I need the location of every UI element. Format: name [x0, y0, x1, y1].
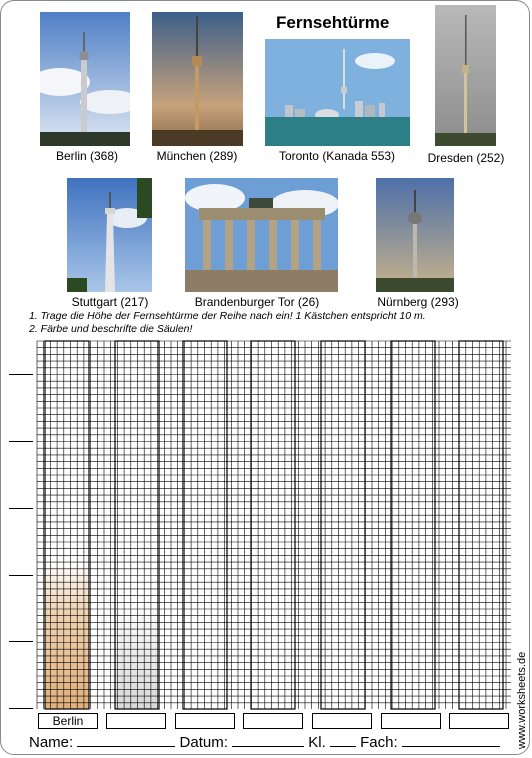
name-label: Name: [29, 734, 74, 751]
column-label-4[interactable] [243, 713, 303, 729]
caption-berlin: Berlin (368) [55, 149, 119, 163]
subject-field[interactable] [402, 734, 500, 747]
caption-dresden: Dresden (252) [427, 151, 505, 165]
date-label: Datum: [179, 734, 228, 751]
column-label-2[interactable] [106, 713, 166, 729]
instruction-2: 2. Färbe und beschrifte die Säulen! [29, 323, 193, 335]
column-label-3[interactable] [175, 713, 235, 729]
class-label: Kl. [308, 734, 326, 751]
caption-muenchen: München (289) [156, 149, 238, 163]
caption-toronto: Toronto (Kanada 553) [278, 149, 396, 163]
caption-nuernberg: Nürnberg (293) [377, 295, 459, 309]
column-frame-6 [391, 341, 435, 709]
column-frame-4 [251, 341, 295, 709]
bar-grid[interactable] [1, 1, 532, 758]
footer-fields [29, 734, 500, 751]
column-label-5[interactable] [312, 713, 372, 729]
column-label-6[interactable] [381, 713, 441, 729]
column-frame-3 [183, 341, 227, 709]
name-field[interactable] [77, 734, 175, 747]
column-fill-2 [115, 601, 159, 709]
column-fill-berlin [45, 561, 89, 709]
caption-brandenburger-tor: Brandenburger Tor (26) [194, 295, 320, 309]
page-title: Fernsehtürme [276, 13, 390, 32]
date-field[interactable] [232, 734, 304, 747]
subject-label: Fach: [360, 734, 398, 751]
column-label-7[interactable] [449, 713, 509, 729]
class-field[interactable] [330, 734, 356, 747]
instruction-1: 1. Trage die Höhe der Fernsehtürme der Reihe nach ein! 1 Kästchen entspricht 10 m. [29, 310, 426, 322]
caption-stuttgart: Stuttgart (217) [71, 295, 149, 309]
watermark: www.worksheets.de [516, 651, 528, 749]
column-label-1[interactable]: Berlin [38, 713, 98, 729]
